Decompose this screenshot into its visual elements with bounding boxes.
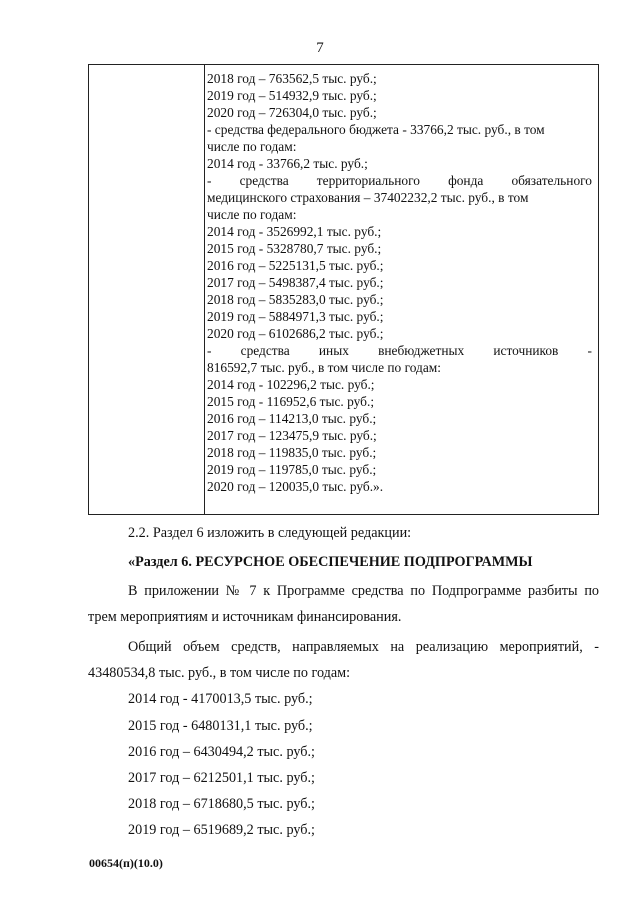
table-line: 2017 год – 5498387,4 тыс. руб.; (207, 275, 384, 290)
table-line: 816592,7 тыс. руб., в том числе по годам: (207, 360, 441, 375)
section-heading: «Раздел 6. РЕСУРСНОЕ ОБЕСПЕЧЕНИЕ ПОДПРОГРАММЫ (128, 554, 533, 570)
table-line: 2020 год – 726304,0 тыс. руб.; (207, 105, 377, 120)
table-line: 2020 год – 6102686,2 тыс. руб.; (207, 326, 384, 341)
paragraph-line: Общий объем средств, направляемых на реализацию мероприятий, - (128, 639, 599, 655)
table-line: 2015 год - 5328780,7 тыс. руб.; (207, 241, 382, 256)
table-line: 2015 год - 116952,6 тыс. руб.; (207, 394, 375, 409)
section-intro: 2.2. Раздел 6 изложить в следующей редакции: (128, 525, 412, 541)
table-right-cell (207, 70, 592, 495)
year-line: 2019 год – 6519689,2 тыс. руб.; (128, 822, 315, 838)
table-line: 2014 год - 3526992,1 тыс. руб.; (207, 224, 382, 239)
paragraph-line: 43480534,8 тыс. руб., в том числе по годам: (88, 665, 351, 681)
table-line: - средства территориального фонда обязательного (207, 173, 592, 188)
table-line: 2014 год - 33766,2 тыс. руб.; (207, 156, 368, 171)
table-line: 2019 год – 5884971,3 тыс. руб.; (207, 309, 384, 324)
table-line: 2019 год – 119785,0 тыс. руб.; (207, 462, 377, 477)
page-number: 7 (316, 40, 324, 56)
table-line: медицинского страхования – 37402232,2 тыс. руб., в том (207, 190, 529, 205)
paragraph-line: В приложении № 7 к Программе средства по Подпрограмме разбиты по (128, 583, 599, 599)
year-line: 2015 год - 6480131,1 тыс. руб.; (128, 718, 313, 734)
table-line: - средства иных внебюджетных источников - (207, 343, 592, 358)
funding-table (88, 64, 599, 515)
table-line: 2016 год – 5225131,5 тыс. руб.; (207, 258, 384, 273)
table-line: числе по годам: (207, 139, 297, 154)
table-line: 2017 год – 123475,9 тыс. руб.; (207, 428, 377, 443)
year-line: 2014 год - 4170013,5 тыс. руб.; (128, 691, 313, 707)
year-line: 2018 год – 6718680,5 тыс. руб.; (128, 796, 315, 812)
table-line: 2014 год - 102296,2 тыс. руб.; (207, 377, 375, 392)
table-line: 2019 год – 514932,9 тыс. руб.; (207, 88, 377, 103)
year-line: 2016 год – 6430494,2 тыс. руб.; (128, 744, 315, 760)
document-code: 00654(п)(10.0) (89, 856, 163, 870)
table-line: 2016 год – 114213,0 тыс. руб.; (207, 411, 377, 426)
table-line: 2018 год – 5835283,0 тыс. руб.; (207, 292, 384, 307)
year-line: 2017 год – 6212501,1 тыс. руб.; (128, 770, 315, 786)
paragraph-line: трем мероприятиям и источникам финансирования. (88, 609, 402, 625)
table-line: 2018 год – 763562,5 тыс. руб.; (207, 71, 377, 86)
table-line: 2020 год – 120035,0 тыс. руб.». (207, 479, 384, 494)
table-left-cell (89, 65, 205, 514)
table-line: 2018 год – 119835,0 тыс. руб.; (207, 445, 377, 460)
table-line: - средства федерального бюджета - 33766,2 тыс. руб., в том (207, 122, 545, 137)
table-line: числе по годам: (207, 207, 297, 222)
